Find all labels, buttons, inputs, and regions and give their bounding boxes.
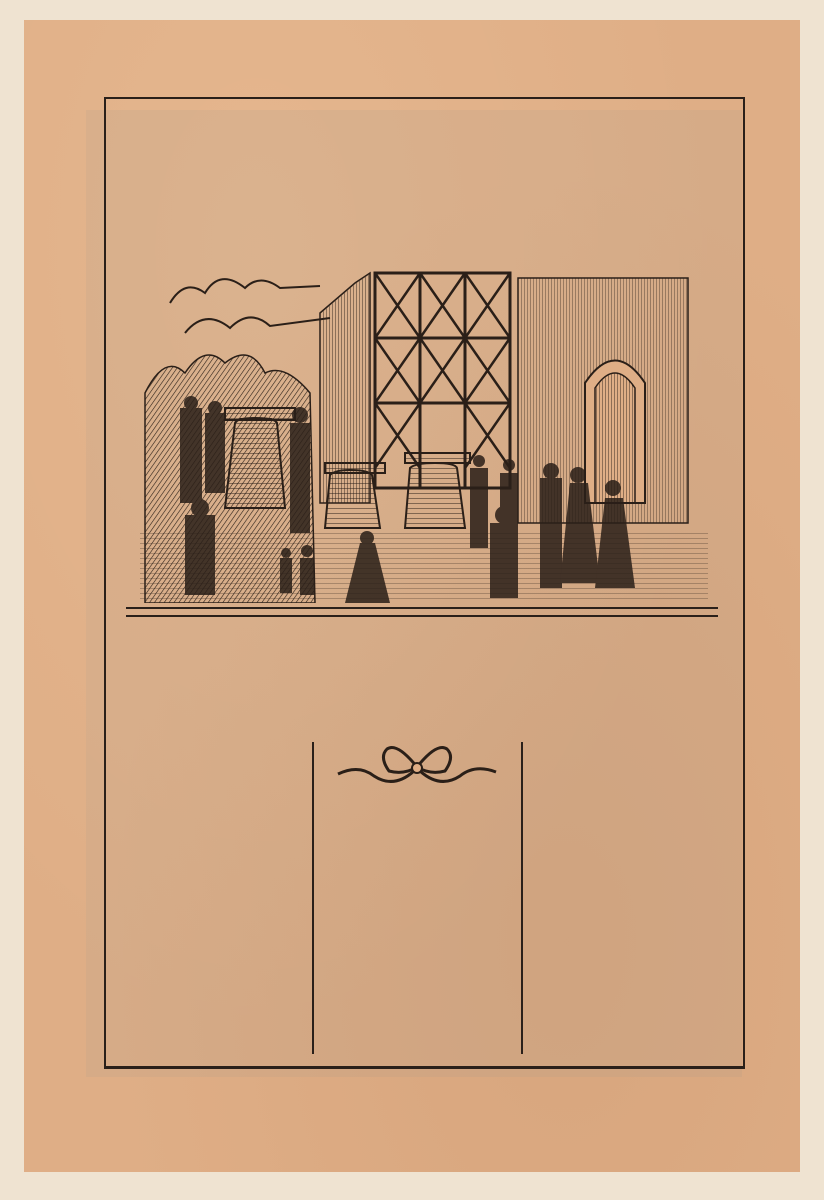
ornament-border-left	[112, 251, 136, 611]
illustration	[112, 225, 738, 617]
ribbon-bow-ornament	[336, 743, 498, 795]
engraving-bells-cathedral	[140, 253, 708, 603]
ornament-border-right	[714, 251, 738, 611]
illustration-bottom-rule	[126, 607, 718, 617]
ornament-border-top	[112, 225, 738, 251]
column-divider-left	[312, 742, 314, 1054]
column-divider-right	[521, 742, 523, 1054]
